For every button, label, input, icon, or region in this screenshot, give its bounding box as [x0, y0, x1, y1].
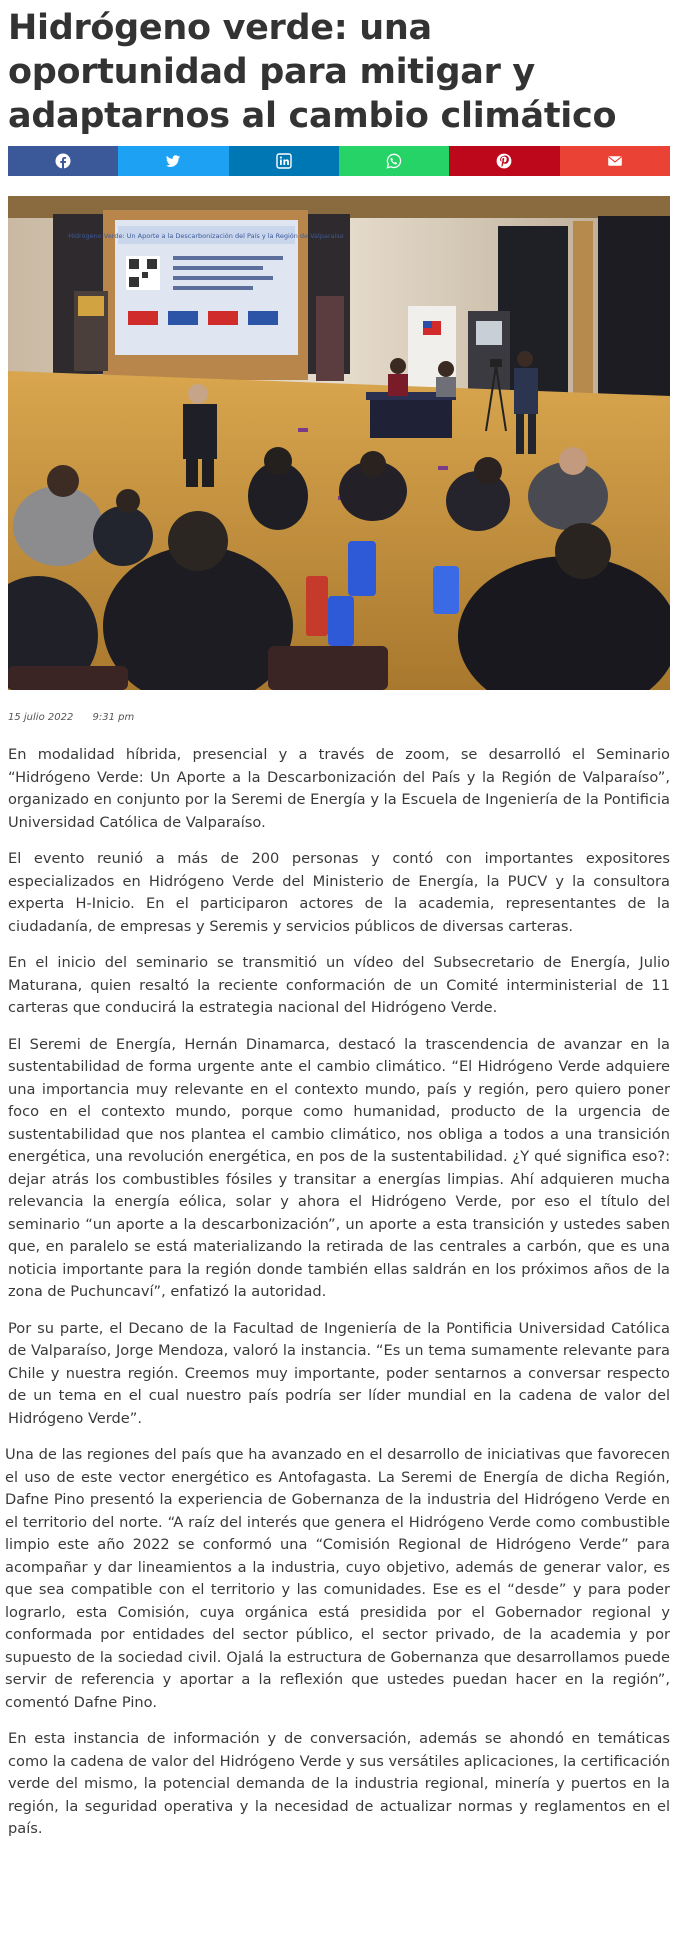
share-twitter-button[interactable] — [118, 146, 228, 176]
slide-title: Hidrógeno Verde: Un Aporte a la Descarbonización del País y la Región de Valparaíso — [68, 232, 344, 240]
pinterest-icon — [496, 153, 512, 169]
email-icon — [607, 153, 623, 169]
paragraph: En esta instancia de información y de conversación, además se ahondó en temáticas como la cadena de valor del Hidrógeno Verde y sus versátiles aplicaciones, la certificación verde del mismo, la potencial demanda de la industria regional, minería y puertos en la región, la seguridad operativa y la necesidad de actualizar normas y reglamentos en el país. — [8, 1730, 670, 1837]
share-email-button[interactable] — [560, 146, 670, 176]
paragraph: En el inicio del seminario se transmitió un vídeo del Subsecretario de Energía, Julio Maturana, quien resaltó la reciente conformación de un Comité interministerial de 11 carteras que conducirá la estrategia nacional del Hidrógeno Verde. — [8, 954, 670, 1016]
post-time: 9:31 pm — [92, 712, 135, 723]
article-title: Hidrógeno verde: una oportunidad para mitigar y adaptarnos al cambio climático — [8, 8, 617, 136]
share-bar — [8, 146, 670, 176]
paragraph: El evento reunió a más de 200 personas y contó con importantes expositores especializados en Hidrógeno Verde del Ministerio de Energía, la PUCV y la consultora experta H-Inicio. En el participaron actores de la academia, representantes de la ciudadanía, de empresas y Seremis y servicios públicos de diversas carteras. — [8, 850, 670, 935]
share-whatsapp-button[interactable] — [339, 146, 449, 176]
paragraph: Por su parte, el Decano de la Facultad de Ingeniería de la Pontificia Universidad Católica de Valparaíso, Jorge Mendoza, valoró la instancia. “Es un tema sumamente relevante para Chile y nuestra región. Creemos muy importante, poder sentarnos a conversar respecto de un tema en el cual nuestro país podría ser líder mundial en la cadena de valor del Hidrógeno Verde”. — [8, 1319, 670, 1427]
post-date: 15 julio 2022 — [8, 712, 74, 723]
share-facebook-button[interactable] — [8, 146, 118, 176]
whatsapp-icon — [386, 153, 402, 169]
paragraph: En modalidad híbrida, presencial y a través de zoom, se desarrolló el Seminario “Hidrógeno Verde: Un Aporte a la Descarbonización del País y la Región de Valparaíso”, organizado en conjunto por la Seremi de Energía y la Escuela de Ingeniería de la Pontificia Universidad Católica de Valparaíso. — [8, 746, 670, 831]
facebook-icon — [55, 153, 71, 169]
post-meta — [8, 712, 150, 723]
twitter-icon — [165, 153, 181, 169]
article-body — [5, 744, 670, 1855]
paragraph: Una de las regiones del país que ha avanzado en el desarrollo de iniciativas que favorecen el uso de este vector energético es Antofagasta. La Seremi de Energía de dicha Región, Dafne Pino presentó la experiencia de Gobernanza de la industria del Hidrógeno Verde en el territorio del norte. “A raíz del interés que genera el Hidrógeno Verde como combustible limpio este año 2022 se conformó una “Comisión Regional de Hidrógeno Verde” para acompañar y dar lineamientos a la industria, cuyo objetivo, además de generar valor, es que sea compatible con el territorio y las comunidades. Ese es el “desde” y para poder lograrlo, esta Comisión, cuya orgánica está presidida por el Gobernador regional y conformada por entidades del sector público, el sector privado, de la academia y por supuesto de la sociedad civil. Ojalá la estructura de Gobernanza que desarrollamos puede servir de referencia y aportar a la reflexión que ustedes puedan hacer en la región”, comentó Dafne Pino. — [5, 1446, 670, 1711]
article — [5, 0, 670, 1837]
linkedin-icon — [276, 153, 292, 169]
paragraph: El Seremi de Energía, Hernán Dinamarca, destacó la trascendencia de avanzar en la sustentabilidad de forma urgente ante el cambio climático. “El Hidrógeno Verde adquiere una importancia muy relevante en el contexto mundo, país y región, pero quiero poner foco en el contexto mundo, porque como humanidad, producto de la urgencia de sustentabilidad que nos plantea el cambio climático, nos obliga a todos a una transición energética, una revolución energética, en pos de la sustentabilidad. ¿Y qué significa eso?: dejar atrás los combustibles fósiles y transitar a energías limpias. Ahí adquieren mucha relevancia la energía eólica, solar y ahora el Hidrógeno Verde, por eso el título del seminario “un aporte a la descarbonización”, un aporte a esta transición y ustedes saben que, en paralelo se está materializando la retirada de las centrales a carbón, que es una noticia importante para la región donde también ellas saldrán en los próximos años de la zona de Puchuncaví”, enfatizó la autoridad. — [8, 1035, 670, 1300]
share-linkedin-button[interactable] — [229, 146, 339, 176]
hero-image — [8, 196, 670, 690]
share-pinterest-button[interactable] — [449, 146, 559, 176]
